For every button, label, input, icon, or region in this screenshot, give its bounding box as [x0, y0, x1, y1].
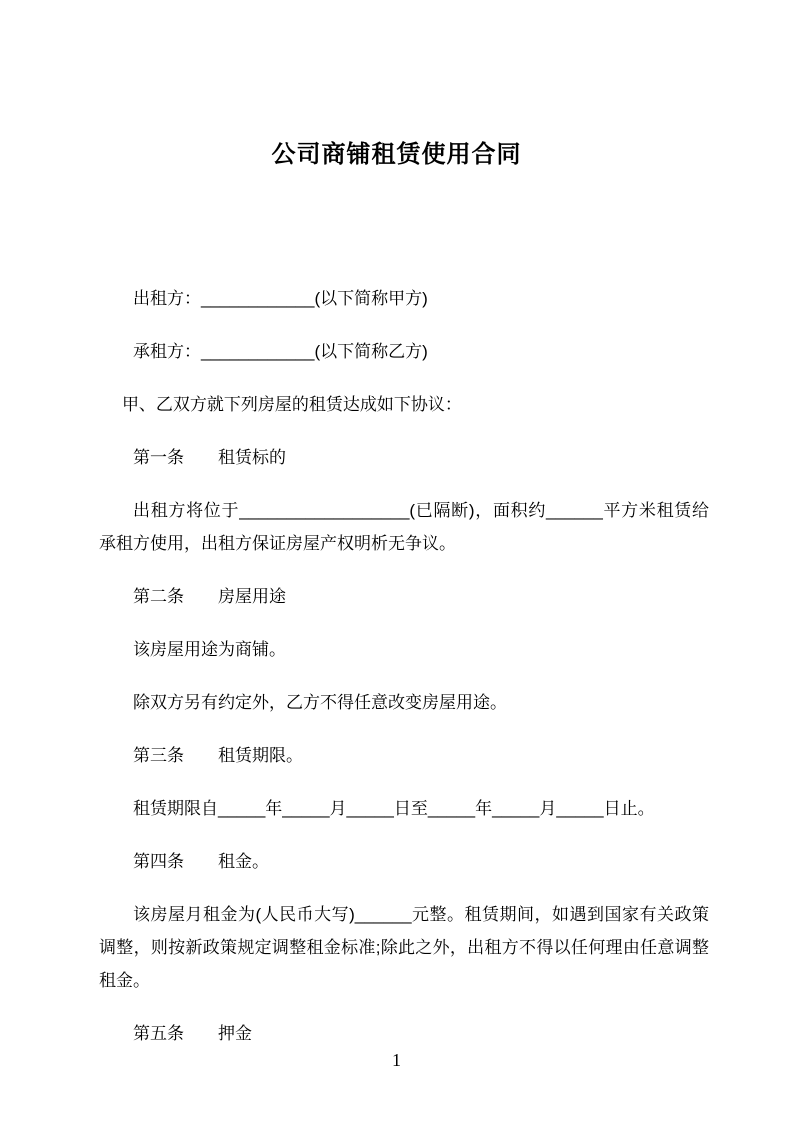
clause-4-heading: 第四条 租金。	[133, 852, 269, 871]
lessee-line: 承租方：____________(以下简称乙方)	[133, 342, 428, 361]
preamble-line: 甲、乙双方就下列房屋的租赁达成如下协议：	[121, 395, 462, 414]
lessor-line: 出租方：____________(以下简称甲方)	[133, 289, 428, 308]
clause-4-body: 该房屋月租金为(人民币大写)______元整。租赁期间，如遇到国家有关政策调整，则按新政策规定调整租金标准;除此之外，出租方不得以任何理由任意调整租金。	[99, 905, 709, 990]
clause-3-heading: 第三条 租赁期限。	[133, 746, 303, 765]
clause-3-body: 租赁期限自_____年_____月_____日至_____年_____月_____日止。	[133, 799, 655, 818]
clause-2-body-restriction: 除双方另有约定外，乙方不得任意改变房屋用途。	[133, 693, 507, 712]
document-title: 公司商铺租赁使用合同	[271, 141, 522, 168]
clause-2-body-use: 该房屋用途为商铺。	[133, 640, 286, 659]
document-body	[0, 282, 793, 1050]
page-number: 1	[392, 1050, 401, 1070]
clause-1-body: 出租方将位于__________________(已隔断)，面积约______平方米租赁给承租方使用，出租方保证房屋产权明析无争议。	[99, 501, 709, 553]
clause-5-heading: 第五条 押金	[133, 1024, 252, 1043]
clause-1-heading: 第一条 租赁标的	[133, 448, 286, 467]
clause-2-heading: 第二条 房屋用途	[133, 587, 286, 606]
